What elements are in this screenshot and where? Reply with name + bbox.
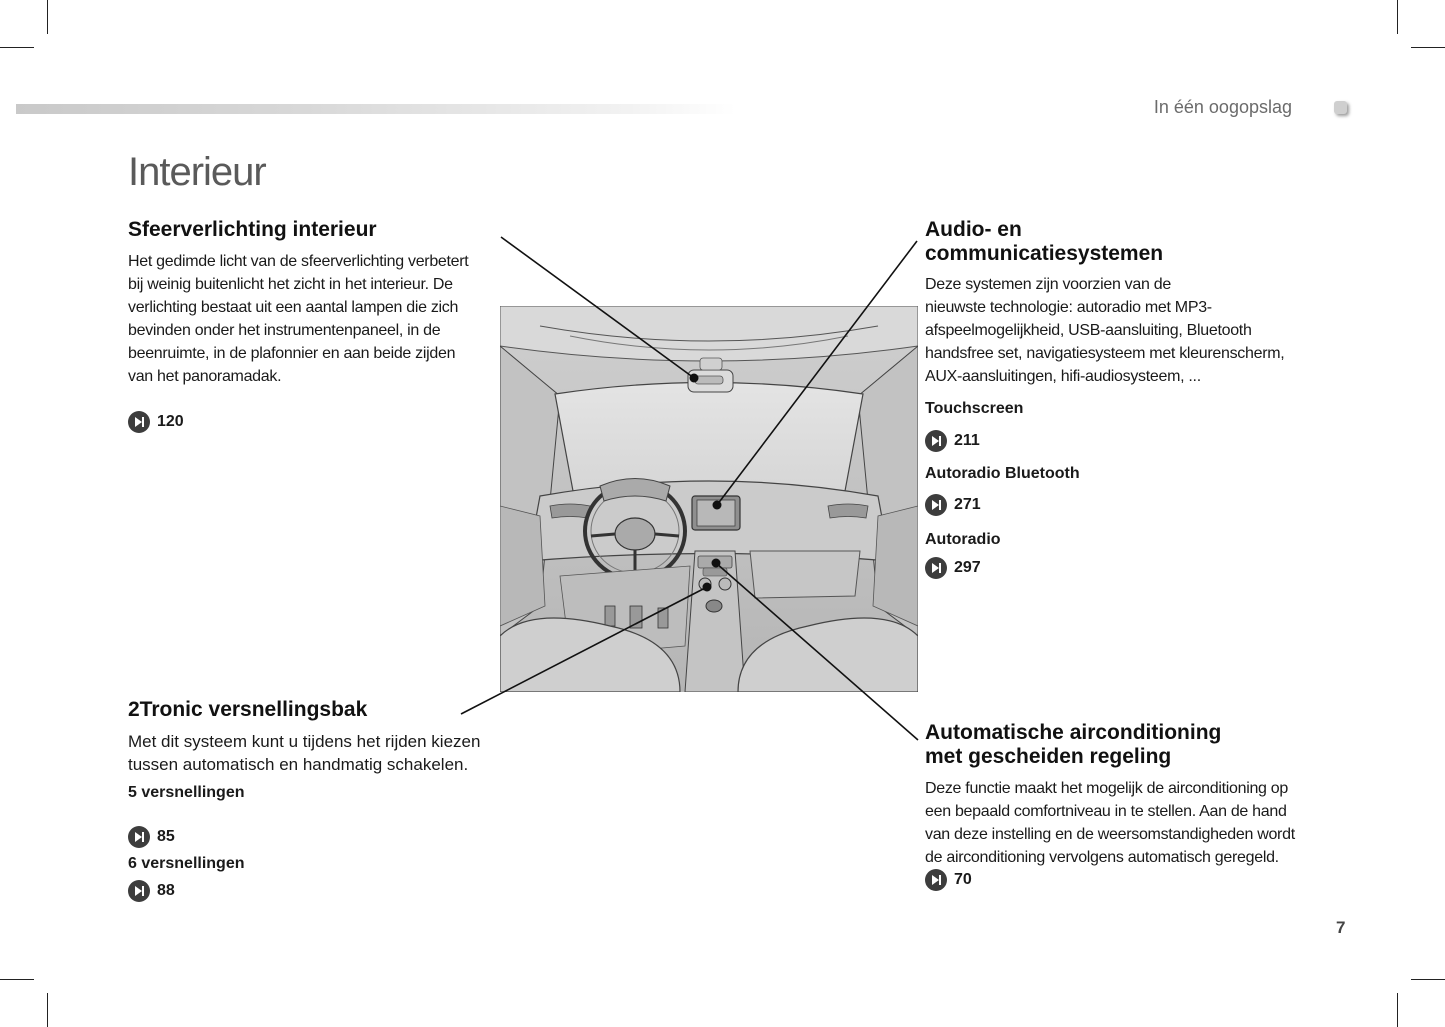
crop-mark [0,979,34,980]
audio-text: Deze systemen zijn voorzien van de nieuwste technologie: autoradio met MP3- afspeelmogelijkheid, USB-aansluiting, Bluetooth handsfree set, navigatiesysteem met kleurenscherm, AUX-aansluitingen, hifi-audiosysteem, ... [925,276,1285,385]
crop-mark [1411,47,1445,48]
crop-mark [1411,979,1445,980]
page-reference-link[interactable]: 120 [128,410,184,434]
page-reference-icon [925,430,947,452]
five-speed-label: 5 versnellingen [128,784,245,801]
page-reference-icon [925,557,947,579]
section-label: In één oogopslag [1153,97,1292,117]
gearbox-heading: 2Tronic versnellingsbak [128,698,368,721]
six-speed-label: 6 versnellingen [128,855,245,872]
audio-heading: Audio- en communicatiesystemen [925,218,1164,265]
car-interior-illustration [500,306,918,692]
autoradio-bluetooth-label: Autoradio Bluetooth [925,465,1080,482]
page-reference-icon [925,494,947,516]
page-reference-icon [925,869,947,891]
section-tab-marker [1334,101,1347,114]
crop-mark [1397,993,1398,1027]
ambient-lighting-text: Het gedimde licht van de sfeerverlichting verbetert bij weinig buitenlicht het zicht in het interieur. De verlichting bestaat uit een aantal lampen die zich bevinden onder het instrumentenpaneel, in de beenruimte, in de plafonnier en aan beide zijden van het panoramadak. [128,253,469,385]
page-reference-icon [128,411,150,433]
page-reference-link[interactable]: 297 [925,556,981,580]
crop-mark [1397,0,1398,34]
autoradio-label: Autoradio [925,531,1001,548]
page-reference-link[interactable]: 70 [925,868,972,892]
touchscreen-label: Touchscreen [925,400,1024,417]
page-title: Interieur [128,150,266,194]
aircon-text: Deze functie maakt het mogelijk de airconditioning op een bepaald comfortniveau in te stellen. Aan de hand van deze instelling en de weersomstandigheden wordt de airconditioning vervolgens automatisch geregeld. [925,780,1295,866]
ambient-lighting-heading: Sfeerverlichting interieur [128,218,377,241]
header-gradient-bar [16,104,736,114]
crop-mark [47,0,48,34]
crop-mark [47,993,48,1027]
aircon-heading: Automatische airconditioning met gescheiden regeling [925,721,1222,768]
gearbox-text: Met dit systeem kunt u tijdens het rijden kiezen tussen automatisch en handmatig schakelen. [128,732,481,774]
page-number: 7 [1336,918,1346,937]
page-reference-icon [128,880,150,902]
page-reference-link[interactable]: 271 [925,493,981,517]
page-reference-link[interactable]: 85 [128,825,175,849]
crop-mark [0,47,34,48]
page-reference-icon [128,826,150,848]
page-reference-link[interactable]: 211 [925,429,980,453]
page-reference-link[interactable]: 88 [128,879,175,903]
